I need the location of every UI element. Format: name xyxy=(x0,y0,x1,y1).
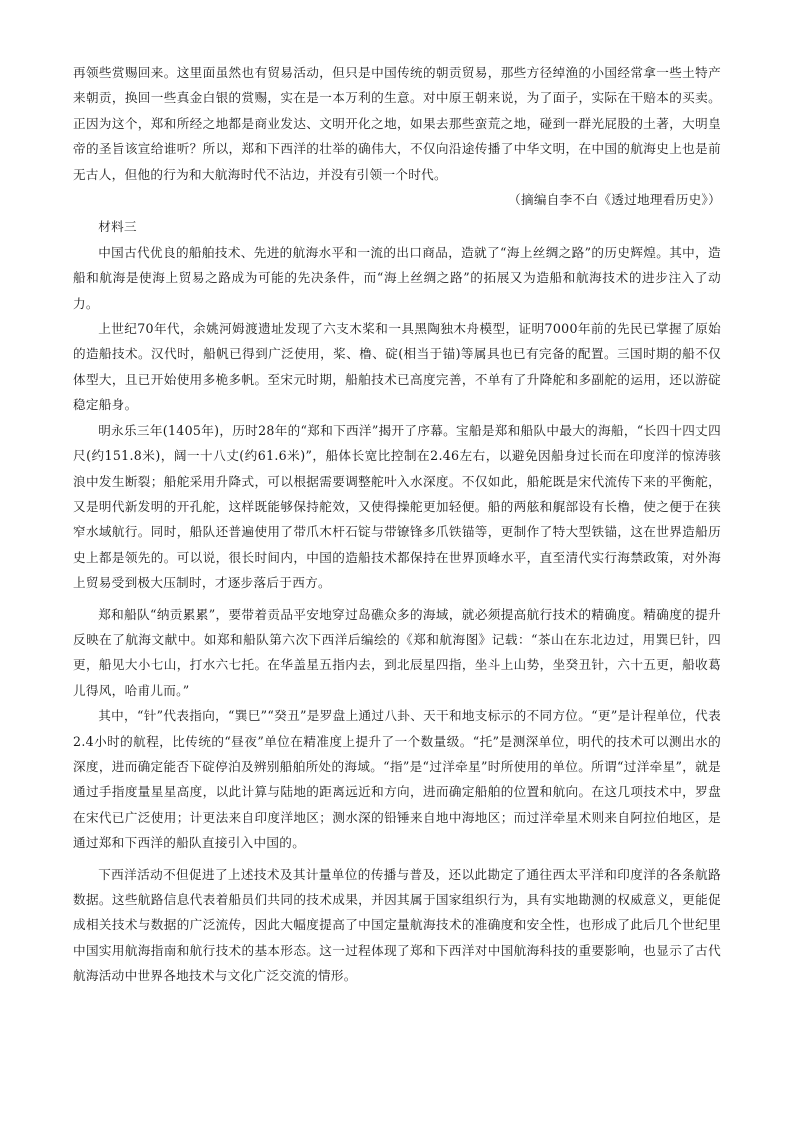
paragraph-navigation-units: 其中，“针”代表指向，“巽巳”“癸丑”是罗盘上通过八卦、天干和地支标示的不同方位。“更”是计程单位，代表2.4小时的航程，比传统的“昼夜”单位在精准度上提升了一个数量级。“托”是测深单位，明代的技术可以测出水的深度，进而确定能否下碇停泊及辨别船舶所处的海域。“指”是“过洋牵星”时所使用的单位。所谓“过洋牵星”，就是通过手指度量星星高度，以此计算与陆地的距离远近和方向，进而确定船舶的位置和航向。在这几项技术中，罗盘在宋代已广泛使用；计更法来自印度洋地区；测水深的铅锤来自地中海地区；而过洋牵星术则来自阿拉伯地区，是通过郑和下西洋的船队直接引入中国的。 xyxy=(73,708,721,851)
paragraph-navigation-precision: 郑和船队“纳贡累累”，要带着贡品平安地穿过岛礁众多的海域，就必须提高航行技术的精确度。精确度的提升反映在了航海文献中。如郑和船队第六次下西洋后编绘的《郑和航海图》记载：“茶山在东北边过，用巽巳针，四更，船见大小七山，打水六七托。在华盖星五指内去，到北辰星四指，坐斗上山势，坐癸丑针，六十五更，船收葛儿得风，哈甫儿而。” xyxy=(73,606,721,698)
paragraph-material-two-end: 再领些赏赐回来。这里面虽然也有贸易活动，但只是中国传统的朝贡贸易，那些方径绰渔的小国经常拿一些土特产来朝贡，换回一些真金白银的赏赐，实在是一本万利的生意。对中原王朝来说，为了面子，实际在干赔本的买卖。正因为这个，郑和所经之地都是商业发达、文明开化之地，如果去那些蛮荒之地，碰到一群光屁股的土著，大明皇帝的圣旨该宣给谁听？所以，郑和下西洋的壮举的确伟大，不仅向沿途传播了中华文明，在中国的航海史上也是前无古人，但他的行为和大航海时代不沾边，并没有引领一个时代。 xyxy=(73,65,721,182)
document-page xyxy=(73,60,721,989)
paragraph-voyage-impact: 下西洋活动不但促进了上述技术及其计量单位的传播与普及，还以此勘定了通往西太平洋和印度洋的各条航路数据。这些航路信息代表着船员们共同的技术成果，并因其属于国家组织行为，具有实地勘测的权威意义，更能促成相关技术与数据的广泛流传，因此大幅度提高了中国定量航海技术的准确度和安全性，也形成了此后几个世纪里中国实用航海指南和航行技术的基本形态。这一过程体现了郑和下西洋对中国航海科技的重要影响，也显示了古代航海活动中世界各地技术与文化广泛交流的情形。 xyxy=(73,866,721,984)
source-citation: （摘编自李不白《透过地理看历史》） xyxy=(508,192,721,208)
section-heading-material-three: 材料三 xyxy=(98,219,137,235)
paragraph-maritime-silk-road: 中国古代优良的船舶技术、先进的航海水平和一流的出口商品，造就了“海上丝绸之路”的历史辉煌。其中，造船和航海是使海上贸易之路成为可能的先决条件，而“海上丝绸之路”的拓展又为造船和航海技术的进步注入了动力。 xyxy=(73,244,721,311)
paragraph-shipbuilding-history: 上世纪70年代，余姚河姆渡遗址发现了六支木桨和一具黑陶独木舟模型，证明7000年前的先民已掌握了原始的造船技术。汉代时，船帆已得到广泛使用，桨、橹、碇(相当于锚)等属具也已有完备的配置。三国时期的船不仅体型大，且已开始使用多桅多帆。至宋元时期，船舶技术已高度完善，不单有了升降舵和多副舵的运用，还以游碇稳定船身。 xyxy=(73,321,721,413)
paragraph-zheng-he-treasure-ship: 明永乐三年(1405年)，历时28年的“郑和下西洋”揭开了序幕。宝船是郑和船队中最大的海船，“长四十四丈四尺(约151.8米)，阔一十八丈(约61.6米)”，船体长宽比控制在2.46左右，以避免因船身过长而在印度洋的惊涛骇浪中发生断裂；船舵采用升降式，可以根据需要调整舵叶入水深度。不仅如此，船舵既是宋代流传下来的平衡舵，又是明代新发明的开孔舵，这样既能够保持舵效，又使得操舵更加轻便。船的两舷和艉部设有长橹，使之便于在狭窄水域航行。同时，船队还普遍使用了带爪木杆石锭与带镣锋多爪铁锚等，更制作了特大型铁锚，这在世界造船历史上都是领先的。可以说，很长时间内，中国的造船技术都保持在世界顶峰水平，直至清代实行海禁政策，对外海上贸易受到极大压制时，才逐步落后于西方。 xyxy=(73,422,721,591)
